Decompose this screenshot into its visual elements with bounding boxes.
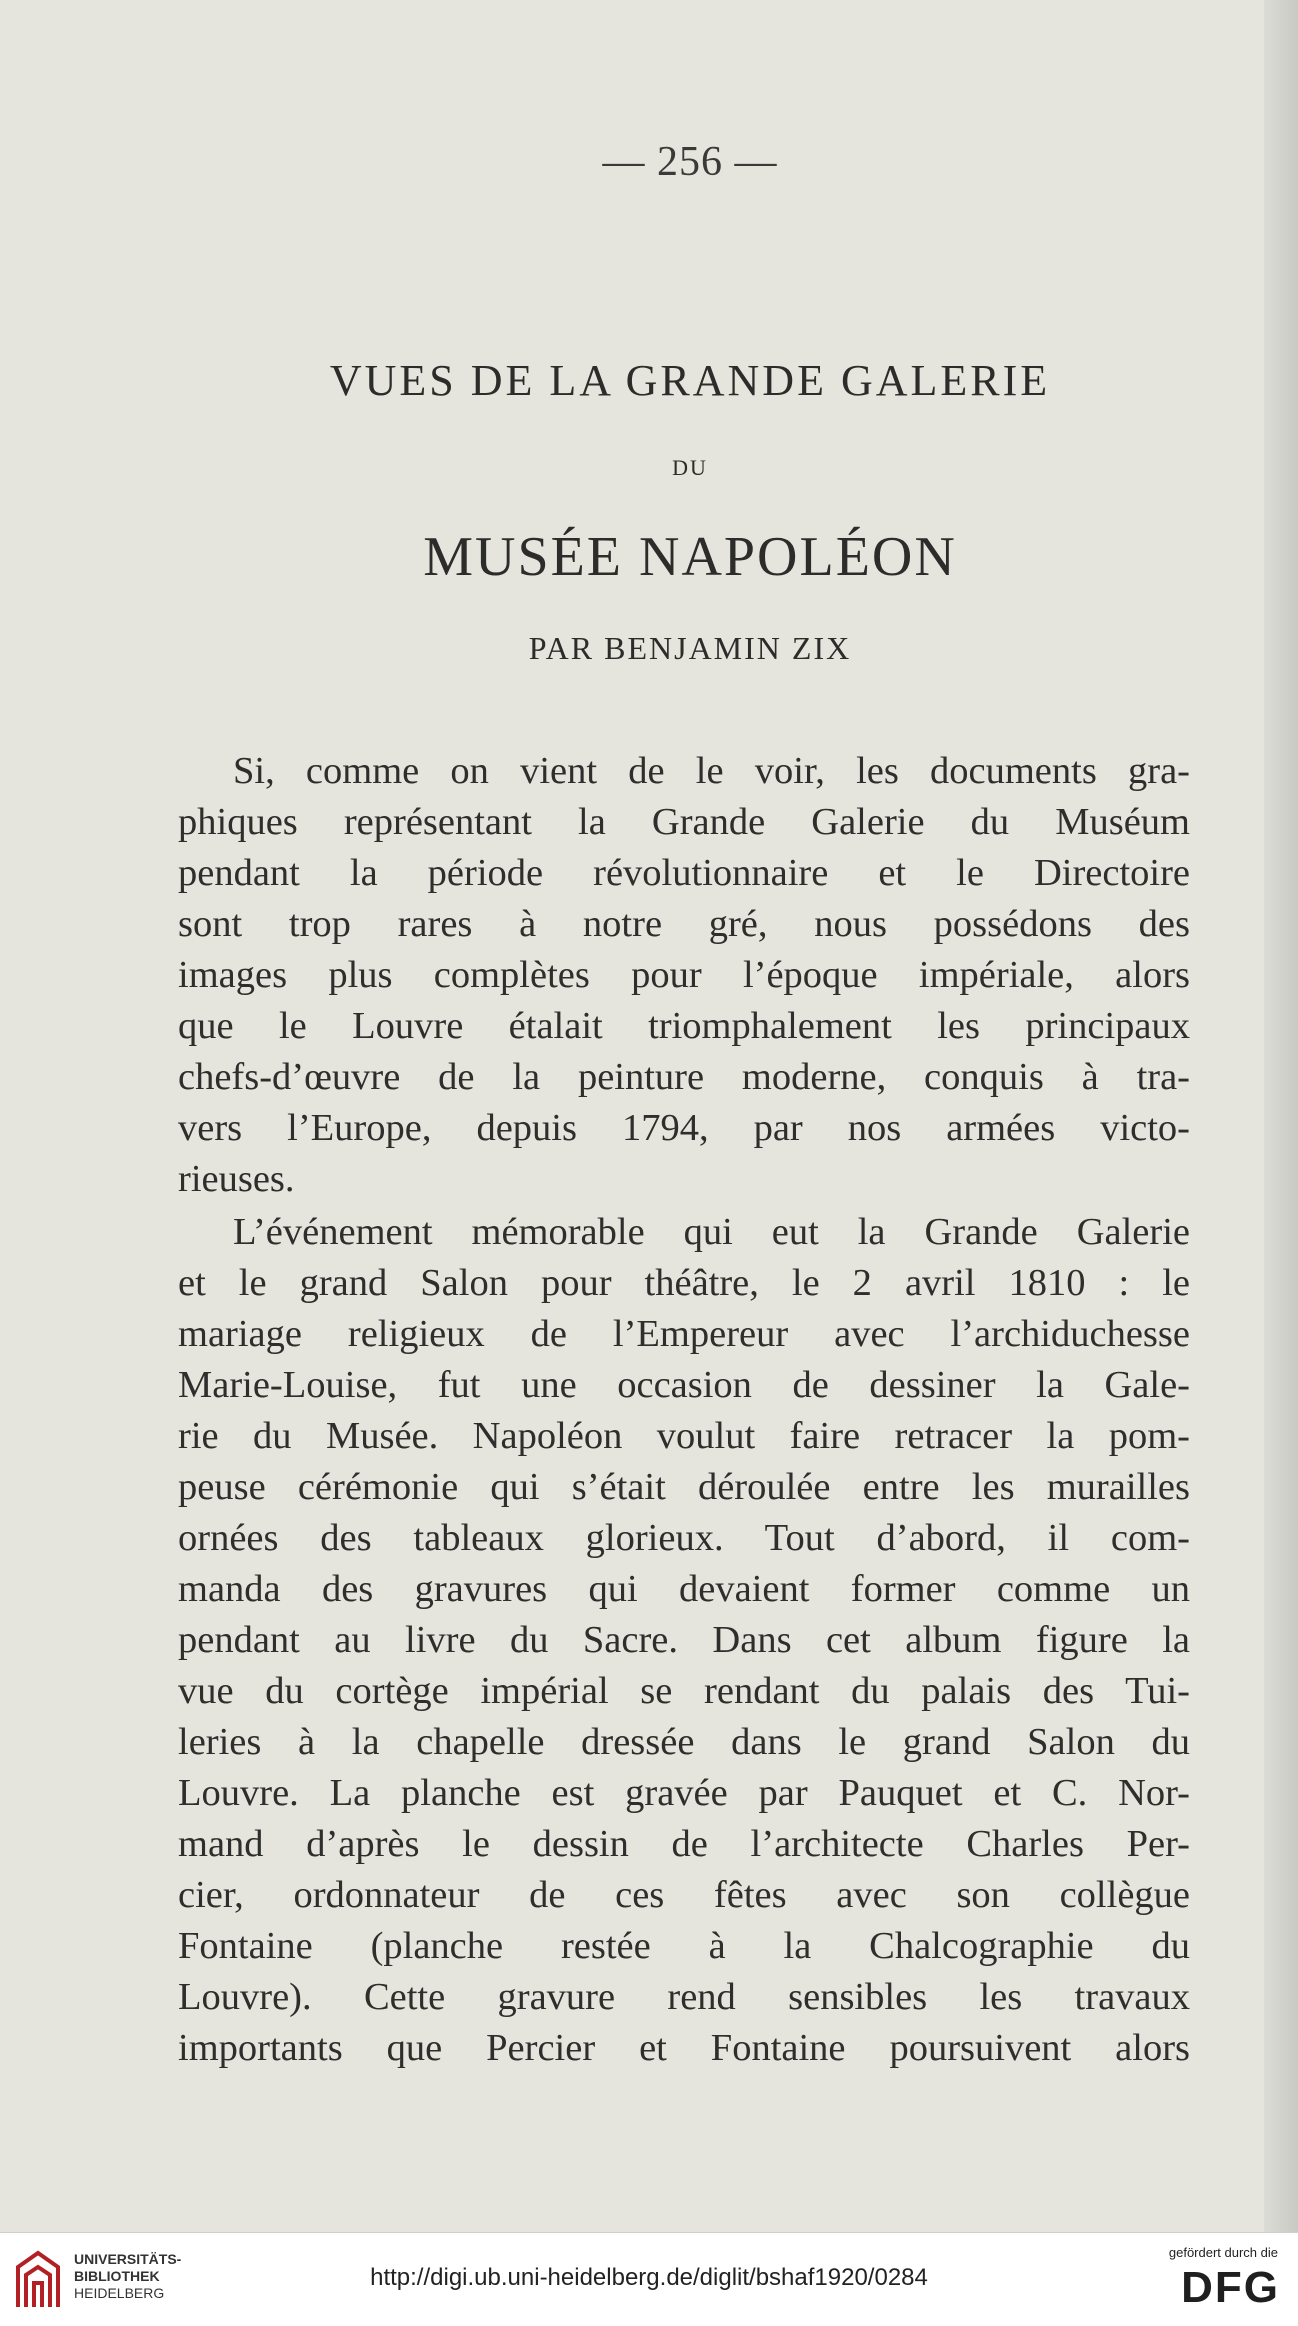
article-author: PAR BENJAMIN ZIX (528, 630, 852, 666)
body-text-line: leries à la chapelle dressée dans le grand Salon du (178, 1721, 1190, 1763)
viewer-footer (0, 2232, 1298, 2326)
article-title-museum: MUSÉE NAPOLÉON (423, 526, 957, 588)
page-number: — 256 — (602, 139, 778, 185)
body-text-line: cier, ordonnateur de ces fêtes avec son collègue (178, 1874, 1190, 1916)
article-title-connector: DU (672, 455, 708, 480)
body-text-line: ornées des tableaux glorieux. Tout d’abord, il com- (178, 1517, 1190, 1559)
body-text-line: vue du cortège impérial se rendant du palais des Tui- (178, 1670, 1190, 1712)
article-title: VUES DE LA GRANDE GALERIE (329, 356, 1051, 405)
body-text-line: Si, comme on vient de le voir, les documents gra- (233, 750, 1190, 792)
body-text-line: Louvre). Cette gravure rend sensibles les travaux (178, 1976, 1190, 2018)
body-text-line: mand d’après le dessin de l’architecte Charles Per- (178, 1823, 1190, 1865)
body-text-line: importants que Percier et Fontaine poursuivent alors (178, 2027, 1190, 2069)
library-name-line: HEIDELBERG (74, 2285, 165, 2301)
permalink-url[interactable]: http://digi.ub.uni-heidelberg.de/diglit/bshaf1920/0284 (370, 2264, 928, 2291)
body-text-line: L’événement mémorable qui eut la Grande Galerie (233, 1211, 1190, 1253)
body-text-line: rieuses. (178, 1158, 295, 1200)
body-text-line: Louvre. La planche est gravée par Pauquet et C. Nor- (178, 1772, 1190, 1814)
body-text-line: images plus complètes pour l’époque impériale, alors (178, 954, 1190, 996)
body-text-line: manda des gravures qui devaient former comme un (178, 1568, 1190, 1610)
body-text-line: chefs-d’œuvre de la peinture moderne, conquis à tra- (178, 1056, 1190, 1098)
body-text-line: rie du Musée. Napoléon voulut faire retracer la pom- (178, 1415, 1190, 1457)
body-text-line: pendant au livre du Sacre. Dans cet album figure la (178, 1619, 1190, 1661)
dfg-logo: DFG (1181, 2263, 1280, 2312)
library-name-line: BIBLIOTHEK (74, 2268, 160, 2284)
body-text-line: Fontaine (planche restée à la Chalcographie du (178, 1925, 1190, 1967)
library-name-line: UNIVERSITÄTS- (74, 2251, 182, 2267)
body-text-line: sont trop rares à notre gré, nous possédons des (178, 903, 1190, 945)
body-text-line: et le grand Salon pour théâtre, le 2 avril 1810 : le (178, 1262, 1190, 1304)
page-edge-shadow (1264, 0, 1298, 2232)
body-text-line: peuse cérémonie qui s’était déroulée entre les murailles (178, 1466, 1190, 1508)
body-text-line: Marie-Louise, fut une occasion de dessiner la Gale- (178, 1364, 1190, 1406)
sponsor-text: gefördert durch die (1168, 2245, 1278, 2260)
body-text-line: vers l’Europe, depuis 1794, par nos armées victo- (178, 1107, 1190, 1149)
body-text-line: phiques représentant la Grande Galerie du Muséum (178, 801, 1190, 843)
body-text-line: mariage religieux de l’Empereur avec l’archiduchesse (178, 1313, 1190, 1355)
body-text-line: que le Louvre étalait triomphalement les principaux (178, 1005, 1190, 1047)
body-text-line: pendant la période révolutionnaire et le Directoire (178, 852, 1190, 894)
